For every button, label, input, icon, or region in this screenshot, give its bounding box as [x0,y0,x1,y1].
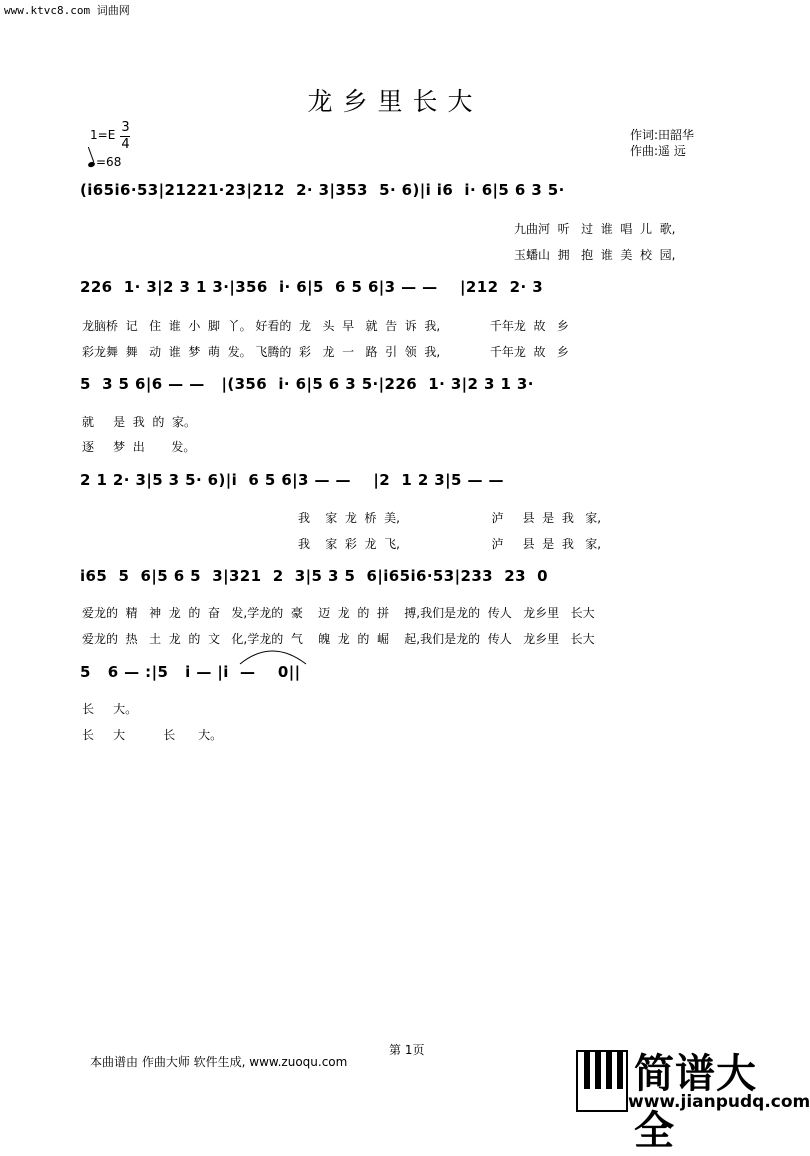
lyric-line-4-verse-1: 我 家 龙 桥 美, 泸 县 是 我 家, [298,511,602,525]
song-title: 龙乡里长大 [307,87,483,116]
notation-line-2: 226 1· 3|2 3 1 3·|356 i· 6|5 6 5 6|3 — — |212 2· 3 [80,278,544,296]
lyric-line-3-verse-2: 逐 梦 出 发。 [82,440,196,454]
lyric-line-2-verse-1: 龙脑桥 记 住 谁 小 脚 丫。 好看的 龙 头 早 就 告 诉 我, 千年龙 故 乡 [82,319,569,333]
tie-arc [236,644,316,666]
credits [630,127,694,159]
meter-bottom: 4 [121,137,130,152]
lyricist: 作词:田韶华 [630,128,695,142]
logo-text: 简谱大全 [634,1051,757,1154]
lyric-line-6-verse-1: 长 大。 [82,702,138,716]
site-logo [576,1048,810,1154]
time-signature [121,121,130,152]
tempo-value: =68 [96,155,122,169]
lyric-line-5-verse-1: 爱龙的 精 神 龙 的 奋 发,学龙的 豪 迈 龙 的 拼 搏,我们是龙的 传人 龙乡里 长大 [82,606,595,620]
notation-line-5: i65 5 6|5 6 5 3|321 2 3|5 3 5 6|i65i6·53|233 23 0 [80,567,548,585]
key-signature: 1=E [90,128,116,142]
site-watermark: www.ktvc8.com 词曲网 [4,4,130,17]
lyric-line-6-verse-2: 长 大 长 大。 [82,728,223,742]
notation-line-3: 5 3 5 6|6 — — |(356 i· 6|5 6 3 5·|226 1· 3|2 3 1 3· [80,375,534,393]
notation-line-6: 5 6 — :|5 i — |i — 0|| [80,663,301,681]
logo-url: www.jianpudq.com [628,1092,810,1112]
lyric-line-4-verse-2: 我 家 彩 龙 飞, 泸 县 是 我 家, [298,537,602,551]
lyric-line-1-verse-2: 玉蟠山 拥 抱 谁 美 校 园, [514,248,676,262]
lyric-line-2-verse-2: 彩龙舞 舞 动 谁 梦 萌 发。 飞腾的 彩 龙 一 路 引 领 我, 千年龙 故 乡 [82,345,569,359]
page-number: 第 1页 [389,1043,425,1057]
notation-line-1: (i65i6·53|21221·23|212 2· 3|353 5· 6)|i i6 i· 6|5 6 3 5· [80,181,565,199]
piano-keys-icon [576,1050,628,1112]
notation-line-4: 2 1 2· 3|5 3 5· 6)|i 6 5 6|3 — — |2 1 2 3|5 — — [80,471,504,489]
generator-note: 本曲谱由 作曲大师 软件生成, www.zuoqu.com [90,1055,348,1069]
tempo-marking [88,155,121,169]
lyric-line-3-verse-1: 就 是 我 的 家。 [82,415,196,429]
quarter-note-icon [87,161,95,168]
meter-top: 3 [121,120,130,135]
lyric-line-1-verse-1: 九曲河 听 过 谁 唱 儿 歌, [514,222,676,236]
lyric-line-5-verse-2: 爱龙的 热 土 龙 的 文 化,学龙的 气 魄 龙 的 崛 起,我们是龙的 传人 龙乡里 长大 [82,632,595,646]
composer: 作曲:遥 远 [630,144,686,158]
